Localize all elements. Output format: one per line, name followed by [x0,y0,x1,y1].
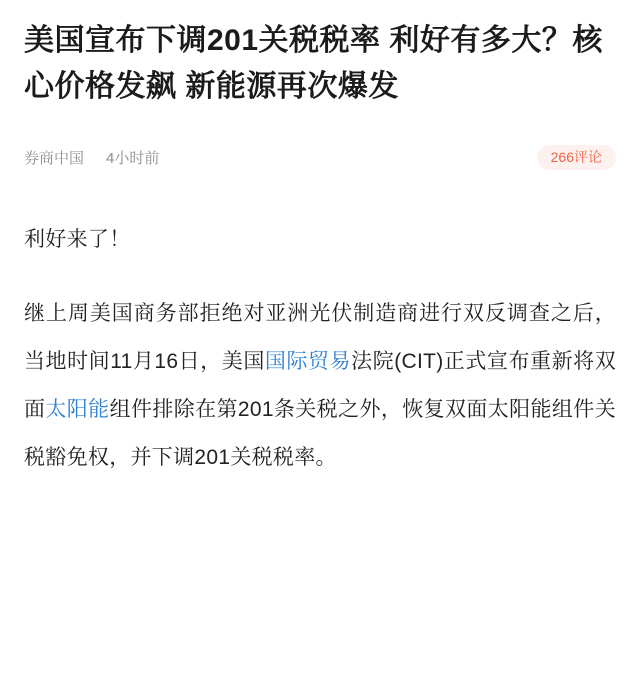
paragraph-text-segment-3: 组件排除在第201条关税之外，恢复双面太阳能组件关税豁免权，并下调201关税税率。 [24,398,616,469]
page-title: 美国宣布下调201关税税率 利好有多大？核心价格发飙 新能源再次爆发 [24,24,603,103]
paragraph-text-segment-2: 法院(CIT)正式宣布重新将双面 [24,350,617,421]
article-source[interactable]: 券商中国 [24,149,85,167]
article-timestamp: 4小时前 [106,149,160,167]
article-meta [24,144,616,170]
link-international-trade[interactable]: 国际贸易 [264,350,352,373]
article-paragraph-main [24,290,616,482]
article-paragraph-lead: 利好来了！ [24,228,131,251]
paragraph-text-segment-1: 继上周美国商务部拒绝对亚洲光伏制造商进行双反调查之后，当地时间11月16日，美国 [24,302,616,373]
article-body [24,216,616,482]
comment-count-badge[interactable]: 266评论 [537,145,616,170]
link-solar-energy[interactable]: 太阳能 [45,398,110,421]
